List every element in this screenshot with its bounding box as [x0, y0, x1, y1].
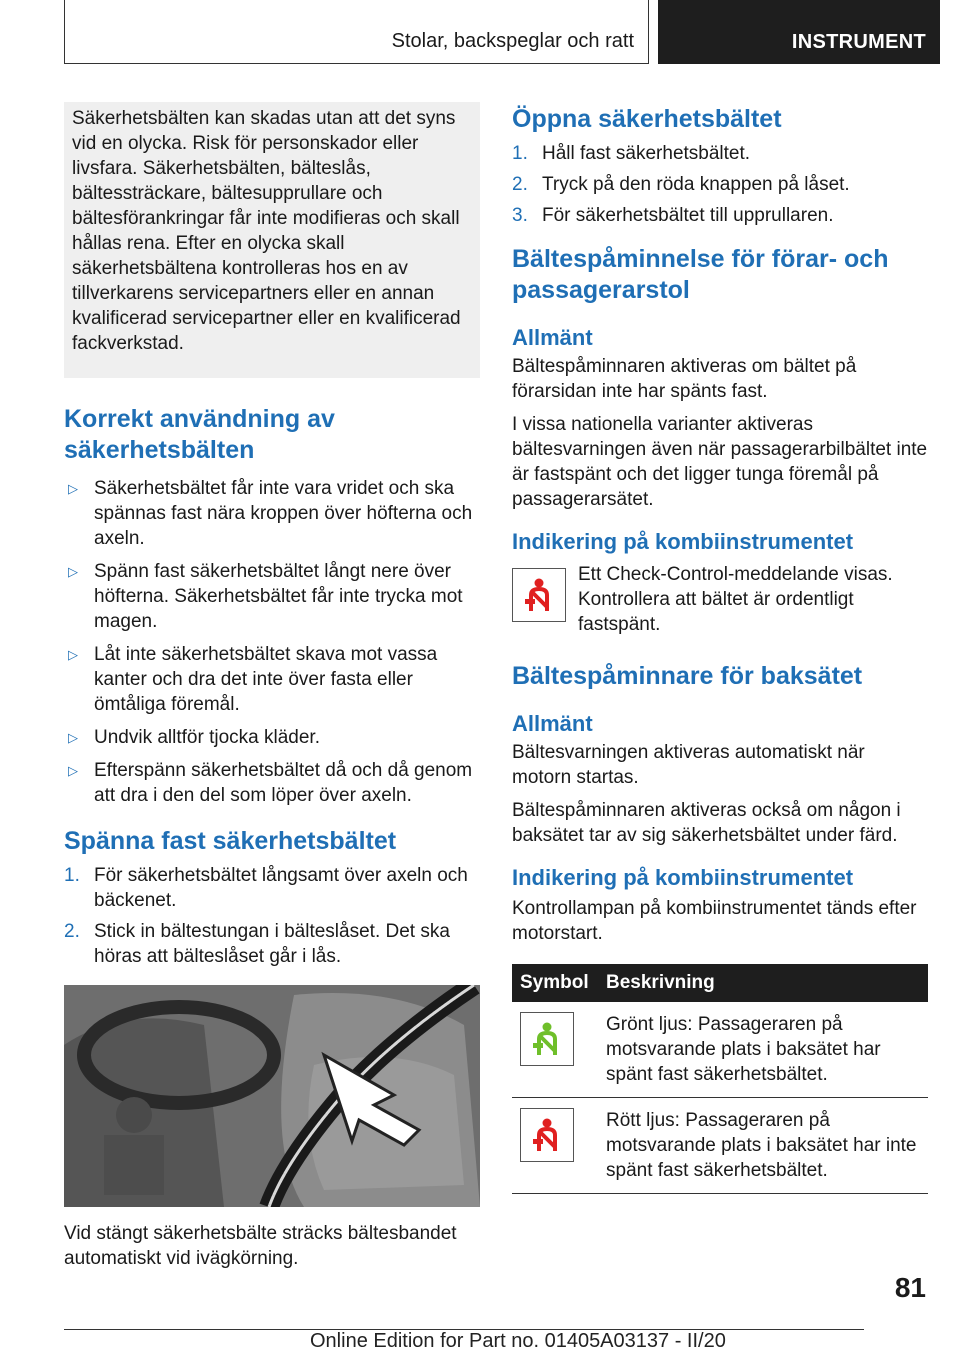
heading-spanna: Spänna fast säkerhetsbältet [64, 827, 397, 855]
heading-korrekt: Korrekt användning av säkerhetsbälten [64, 405, 335, 464]
heading-forar: Bältespåminnelse för förar- och passagerarstol [512, 245, 889, 304]
heading-allmant-2: Allmänt [512, 711, 593, 736]
heading-indikering-2: Indikering på kombiinstrumentet [512, 865, 854, 890]
bullet-triangle-icon: ▷ [68, 730, 78, 745]
list-item: ▷ Låt inte säkerhetsbältet skava mot vassa kanter och dra det inte över fasta eller ömtåliga föremål. [68, 644, 438, 715]
usage-list [64, 476, 480, 808]
header-chapter-title: INSTRUMENT [791, 31, 926, 53]
table-header-row [512, 964, 928, 1002]
header-section [64, 0, 649, 64]
page-number: 81 [894, 1272, 926, 1303]
list-item: 1. För säkerhetsbältet långsamt över axeln och bäckenet. [64, 865, 468, 911]
heading-indikering-1: Indikering på kombiinstrumentet [512, 529, 854, 554]
seatbelt-photo [64, 985, 480, 1207]
list-item: ▷ Efterspänn säkerhetsbältet då och då genom att dra i den del som löper över axeln. [68, 760, 473, 806]
table-cell-symbol [512, 1098, 598, 1194]
indicator-row [512, 562, 928, 637]
table-row [512, 1098, 928, 1194]
list-item: 2. Stick in bältestungan i bälteslåset. Det ska höras att bälteslåset går i lås. [64, 921, 450, 967]
list-item: ▷ Säkerhetsbältet får inte vara vridet och ska spännas fast nära kroppen över höfterna och axeln. [68, 478, 473, 549]
photo-caption: Vid stängt säkerhetsbälte sträcks bältesbandet automatiskt vid ivägkörning. [64, 1223, 457, 1269]
indicator-text: Ett Check-Control-meddelande visas. Kontrollera att bältet är ordentligt fastspänt. [578, 564, 893, 635]
list-item: ▷ Undvik alltför tjocka kläder. [68, 727, 320, 748]
paragraph: Kontrollampan på kombiinstrumentet tänds efter motorstart. [512, 898, 917, 944]
warning-box [64, 102, 480, 378]
header-chapter-tab[interactable] [658, 0, 940, 64]
paragraph: Bältesvarningen aktiveras automatiskt när motorn startas. [512, 742, 865, 788]
table-cell-desc: Grönt ljus: Passageraren på motsvarande plats i baksätet har spänt fast säkerhetsbältet. [598, 1002, 928, 1098]
heading-oppna: Öppna säkerhetsbältet [512, 105, 782, 133]
seatbelt-warning-icon [512, 568, 566, 622]
paragraph: I vissa nationella varianter aktiveras bältesvarningen även när passagerarbilbältet inte är fastspänt och det ligger tunga föremål på passagerarsätet. [512, 414, 928, 510]
bullet-triangle-icon: ▷ [68, 564, 78, 579]
warning-text: Säkerhetsbälten kan skadas utan att det syns vid en olycka. Risk för personskador eller livsfara. Säkerhetsbälten, bälteslås, bältessträckare, bältesupprullare och bältesförankringar får inte modifieras och skall hållas rena. Efter en olycka skall säkerhetsbältena kontrolleras hos en av tillverkarens servicepartners eller en annan kvalificerad servicepartner eller en kvalificerad fackverkstad. [72, 108, 461, 354]
table-cell-desc: Rött ljus: Passageraren på motsvarande plats i baksätet har inte spänt fast säkerhetsbältet. [598, 1098, 928, 1194]
bullet-triangle-icon: ▷ [68, 481, 78, 496]
seatbelt-red-icon [520, 1108, 574, 1162]
list-item: 2. Tryck på den röda knappen på låset. [512, 174, 850, 195]
bullet-triangle-icon: ▷ [68, 763, 78, 778]
paragraph: Bältespåminnaren aktiveras också om någon i baksätet tar av sig säkerhetsbältet under färd. [512, 800, 901, 846]
seatbelt-photo-illustration [64, 985, 480, 1207]
header-section-title: Stolar, backspeglar och ratt [391, 30, 634, 52]
table-header-desc: Beskrivning [598, 964, 928, 1002]
right-column [512, 102, 928, 1194]
heading-baksatet: Bältespåminnare för baksätet [512, 662, 863, 690]
list-item: 3. För säkerhetsbältet till upprullaren. [512, 205, 834, 226]
left-column [64, 102, 480, 1271]
table-cell-symbol [512, 1002, 598, 1098]
symbol-table [512, 964, 928, 1194]
footer-edition[interactable]: Online Edition for Part no. 01405A03137 - II/20 [310, 1330, 726, 1352]
paragraph: Bältespåminnaren aktiveras om bältet på förarsidan inte har spänts fast. [512, 356, 857, 402]
list-item: 1. Håll fast säkerhetsbältet. [512, 143, 751, 164]
list-item: ▷ Spänn fast säkerhetsbältet långt nere över höfterna. Säkerhetsbältet får inte trycka mot magen. [68, 561, 463, 632]
seatbelt-green-icon [520, 1012, 574, 1066]
table-header-symbol: Symbol [512, 964, 598, 1002]
fasten-steps [64, 863, 480, 969]
heading-allmant-1: Allmänt [512, 325, 593, 350]
table-row [512, 1002, 928, 1098]
bullet-triangle-icon: ▷ [68, 647, 78, 662]
open-steps [512, 141, 928, 228]
